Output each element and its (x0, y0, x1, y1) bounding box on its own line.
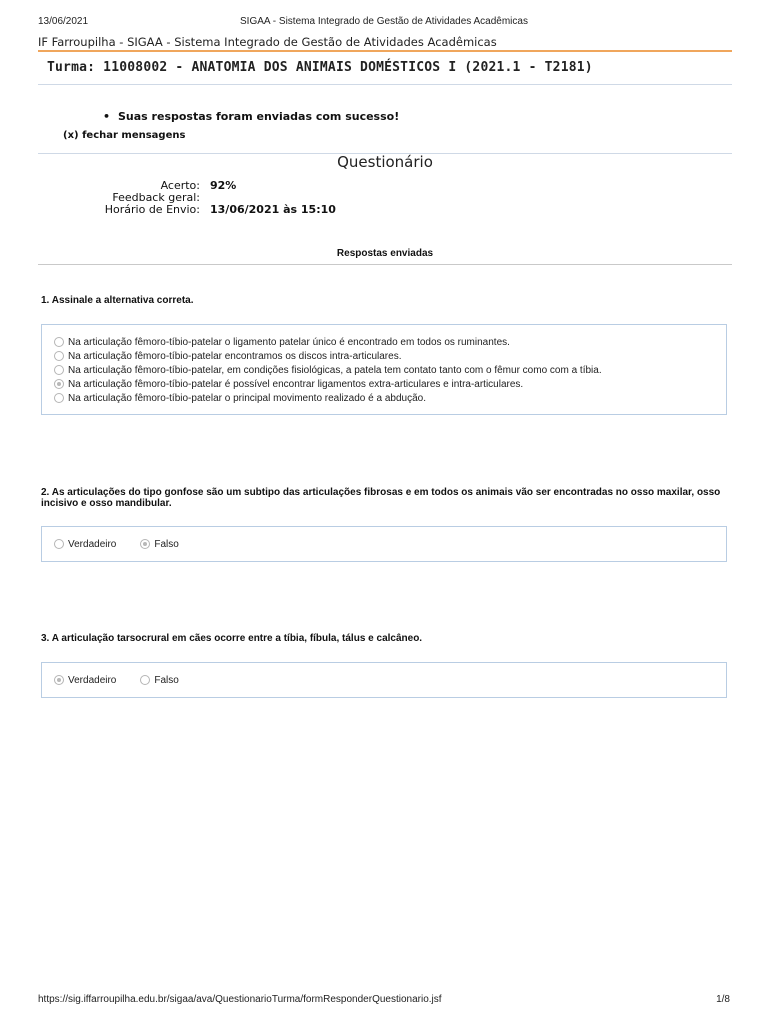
radio-checked-icon[interactable] (54, 379, 64, 389)
q3-option-verdadeiro[interactable] (54, 673, 116, 687)
q1-option-5[interactable] (54, 391, 726, 405)
q1-option-4[interactable] (54, 377, 726, 391)
q2-option-verdadeiro-label: Verdadeiro (68, 538, 117, 550)
respostas-divider (38, 264, 732, 265)
question-1-answers (41, 324, 727, 415)
acerto-label: Acerto: (160, 179, 200, 192)
q1-option-2-label: Na articulação fêmoro-tíbio-patelar encontramos os discos intra-articulares. (68, 350, 402, 362)
q1-option-3[interactable] (54, 363, 726, 377)
page-url: https://sig.iffarroupilha.edu.br/sigaa/ava/QuestionarioTurma/formResponderQuestionario.jsf (38, 994, 442, 1005)
q1-option-3-label: Na articulação fêmoro-tíbio-patelar, em condições fisiológicas, a patela tem contato tanto com o fêmur como com a tíbia. (68, 364, 602, 376)
print-footer (38, 994, 730, 1008)
page-number: 1/8 (716, 994, 730, 1005)
acerto-value: 92% (210, 179, 237, 192)
radio-icon[interactable] (140, 675, 150, 685)
question-3-answers (41, 662, 727, 698)
horario-value: 13/06/2021 às 15:10 (210, 203, 336, 216)
q1-option-4-label: Na articulação fêmoro-tíbio-patelar é possível encontrar ligamentos extra-articulares e intra-articulares. (68, 378, 524, 390)
radio-icon[interactable] (54, 365, 64, 375)
horario-label: Horário de Envio: (104, 203, 200, 216)
q3-option-falso[interactable] (140, 673, 178, 687)
print-date: 13/06/2021 (38, 16, 89, 27)
q1-option-1[interactable] (54, 335, 726, 349)
question-1-text: 1. Assinale a alternativa correta. (41, 295, 194, 306)
print-title: SIGAA - Sistema Integrado de Gestão de Atividades Acadêmicas (240, 16, 528, 27)
q1-option-1-label: Na articulação fêmoro-tíbio-patelar o ligamento patelar único é encontrado em todos os ruminantes. (68, 336, 510, 348)
q2-option-falso-label: Falso (154, 538, 179, 550)
radio-icon[interactable] (54, 351, 64, 361)
success-message (100, 110, 399, 123)
q2-option-falso[interactable] (140, 537, 178, 551)
radio-icon[interactable] (54, 337, 64, 347)
radio-checked-icon[interactable] (54, 675, 64, 685)
question-2-answers (41, 526, 727, 562)
q3-options (42, 663, 726, 697)
radio-checked-icon[interactable] (140, 539, 150, 549)
success-message-text: Suas respostas foram enviadas com sucesso! (118, 110, 400, 123)
close-messages-link[interactable]: (x) fechar mensagens (63, 130, 186, 141)
q1-option-2[interactable] (54, 349, 726, 363)
turma-title: Turma: 11008002 - ANATOMIA DOS ANIMAIS DOMÉSTICOS I (2021.1 - T2181) (47, 60, 593, 75)
q2-option-verdadeiro[interactable] (54, 537, 116, 551)
bullet-icon: • (103, 110, 111, 123)
q3-option-falso-label: Falso (154, 674, 179, 686)
radio-icon[interactable] (54, 393, 64, 403)
print-header (38, 16, 730, 30)
system-title-bar: IF Farroupilha - SIGAA - Sistema Integrado de Gestão de Atividades Acadêmicas (38, 35, 732, 52)
radio-icon[interactable] (54, 539, 64, 549)
q1-option-5-label: Na articulação fêmoro-tíbio-patelar o principal movimento realizado é a abdução. (68, 392, 426, 404)
message-list (100, 110, 399, 123)
turma-divider (38, 84, 732, 85)
feedback-label: Feedback geral: (112, 191, 200, 204)
q3-option-verdadeiro-label: Verdadeiro (68, 674, 117, 686)
questionario-title: Questionário (337, 153, 433, 171)
question-3-text: 3. A articulação tarsocrural em cães ocorre entre a tíbia, fíbula, tálus e calcâneo. (41, 633, 423, 644)
respostas-title: Respostas enviadas (336, 248, 434, 259)
question-2-text: 2. As articulações do tipo gonfose são um subtipo das articulações fibrosas e em todos os animais vão ser encontradas no osso maxilar, osso incisivo e osso mandibular. (41, 487, 721, 509)
q2-options (42, 527, 726, 561)
